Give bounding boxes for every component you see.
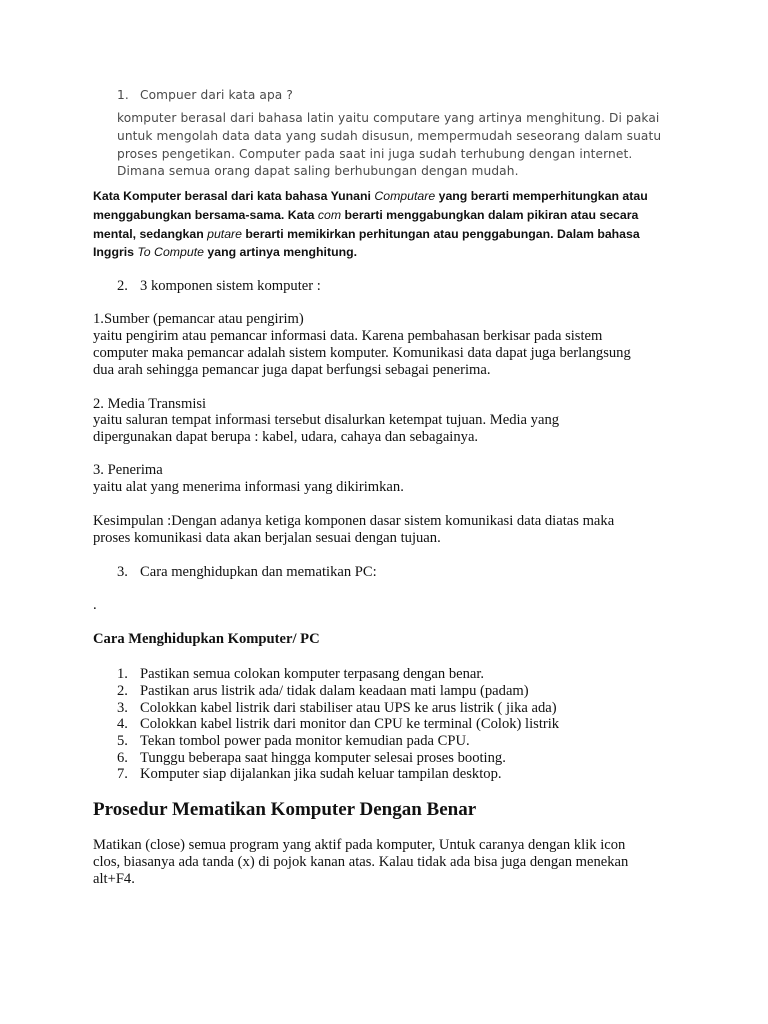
step-number: 2. <box>117 683 128 699</box>
sumber-text: yaitu pengirim atau pemancar informasi data. Karena pembahasan berkisar pada sistem <box>93 328 603 344</box>
q3-number: 3. <box>117 564 128 580</box>
step-number: 5. <box>117 733 128 749</box>
text: berarti menggabungkan dalam pikiran atau secara <box>341 208 639 222</box>
sumber-text: dua arah sehingga pemancar juga dapat berfungsi sebagai penerima. <box>93 362 491 378</box>
step-text: Komputer siap dijalankan jika sudah keluar tampilan desktop. <box>140 766 502 782</box>
etymology-line <box>93 208 638 222</box>
shutdown-text: alt+F4. <box>93 871 135 887</box>
etymology-line <box>93 245 357 259</box>
media-title: 2. Media Transmisi <box>93 396 207 412</box>
q1-answer-line: komputer berasal dari bahasa latin yaitu computare yang artinya menghitung. Di pakai <box>117 111 660 125</box>
q2-number: 2. <box>117 278 128 294</box>
sumber-text: computer maka pemancar adalah sistem komputer. Komunikasi data dapat juga berlangsung <box>93 345 631 361</box>
italic-term: com <box>317 208 342 222</box>
italic-term: To Compute <box>137 245 204 259</box>
text: menggabungkan bersama-sama. Kata <box>93 208 318 222</box>
etymology-line <box>93 189 648 203</box>
q1-answer-line: proses pengetikan. Computer pada saat ini juga sudah terhubung dengan internet. <box>117 147 633 161</box>
shutdown-heading: Prosedur Mematikan Komputer Dengan Benar <box>93 799 477 820</box>
step-text: Tekan tombol power pada monitor kemudian pada CPU. <box>140 733 470 749</box>
step-number: 1. <box>117 666 128 682</box>
power-on-heading: Cara Menghidupkan Komputer/ PC <box>93 631 320 647</box>
q1-number: 1. <box>117 88 129 102</box>
kesimpulan-text: Kesimpulan :Dengan adanya ketiga komponen dasar sistem komunikasi data diatas maka <box>93 513 615 529</box>
q1-question: Compuer dari kata apa ? <box>140 88 293 102</box>
italic-term: putare <box>207 227 242 241</box>
step-text: Tunggu beberapa saat hingga komputer selesai proses booting. <box>140 750 506 766</box>
q1-answer-line: untuk mengolah data data yang sudah disusun, mempermudah seseorang dalam suatu <box>117 129 662 143</box>
penerima-title: 3. Penerima <box>93 462 163 478</box>
etymology-line <box>93 227 640 241</box>
text: Kata Komputer berasal dari kata bahasa Yunani <box>93 189 375 203</box>
q1-answer-line: Dimana semua orang dapat saling berhubungan dengan mudah. <box>117 164 519 178</box>
step-number: 7. <box>117 766 128 782</box>
step-number: 4. <box>117 716 128 732</box>
q2-question: 3 komponen sistem komputer : <box>140 278 321 294</box>
media-text: dipergunakan dapat berupa : kabel, udara, cahaya dan sebagainya. <box>93 429 479 445</box>
text: yang artinya menghitung. <box>203 245 358 259</box>
stray-dot: . <box>93 597 97 613</box>
step-text: Colokkan kabel listrik dari monitor dan CPU ke terminal (Colok) listrik <box>140 716 560 732</box>
step-text: Colokkan kabel listrik dari stabiliser atau UPS ke arus listrik ( jika ada) <box>140 700 557 716</box>
text: Inggris <box>93 245 138 259</box>
penerima-text: yaitu alat yang menerima informasi yang dikirimkan. <box>93 479 404 495</box>
shutdown-text: clos, biasanya ada tanda (x) di pojok kanan atas. Kalau tidak ada bisa juga dengan menekan <box>93 854 629 870</box>
sumber-title: 1.Sumber (pemancar atau pengirim) <box>93 311 304 327</box>
q3-question: Cara menghidupkan dan mematikan PC: <box>140 564 377 580</box>
text: yang berarti memperhitungkan atau <box>435 189 648 203</box>
text: mental, sedangkan <box>93 227 208 241</box>
shutdown-text: Matikan (close) semua program yang aktif pada komputer, Untuk caranya dengan klik icon <box>93 837 626 853</box>
step-number: 6. <box>117 750 128 766</box>
italic-term: Computare <box>374 189 436 203</box>
text: berarti memikirkan perhitungan atau penggabungan. Dalam bahasa <box>242 227 640 241</box>
step-number: 3. <box>117 700 128 716</box>
step-text: Pastikan arus listrik ada/ tidak dalam keadaan mati lampu (padam) <box>140 683 529 699</box>
media-text: yaitu saluran tempat informasi tersebut disalurkan ketempat tujuan. Media yang <box>93 412 560 428</box>
kesimpulan-text: proses komunikasi data akan berjalan sesuai dengan tujuan. <box>93 530 441 546</box>
step-text: Pastikan semua colokan komputer terpasang dengan benar. <box>140 666 485 682</box>
